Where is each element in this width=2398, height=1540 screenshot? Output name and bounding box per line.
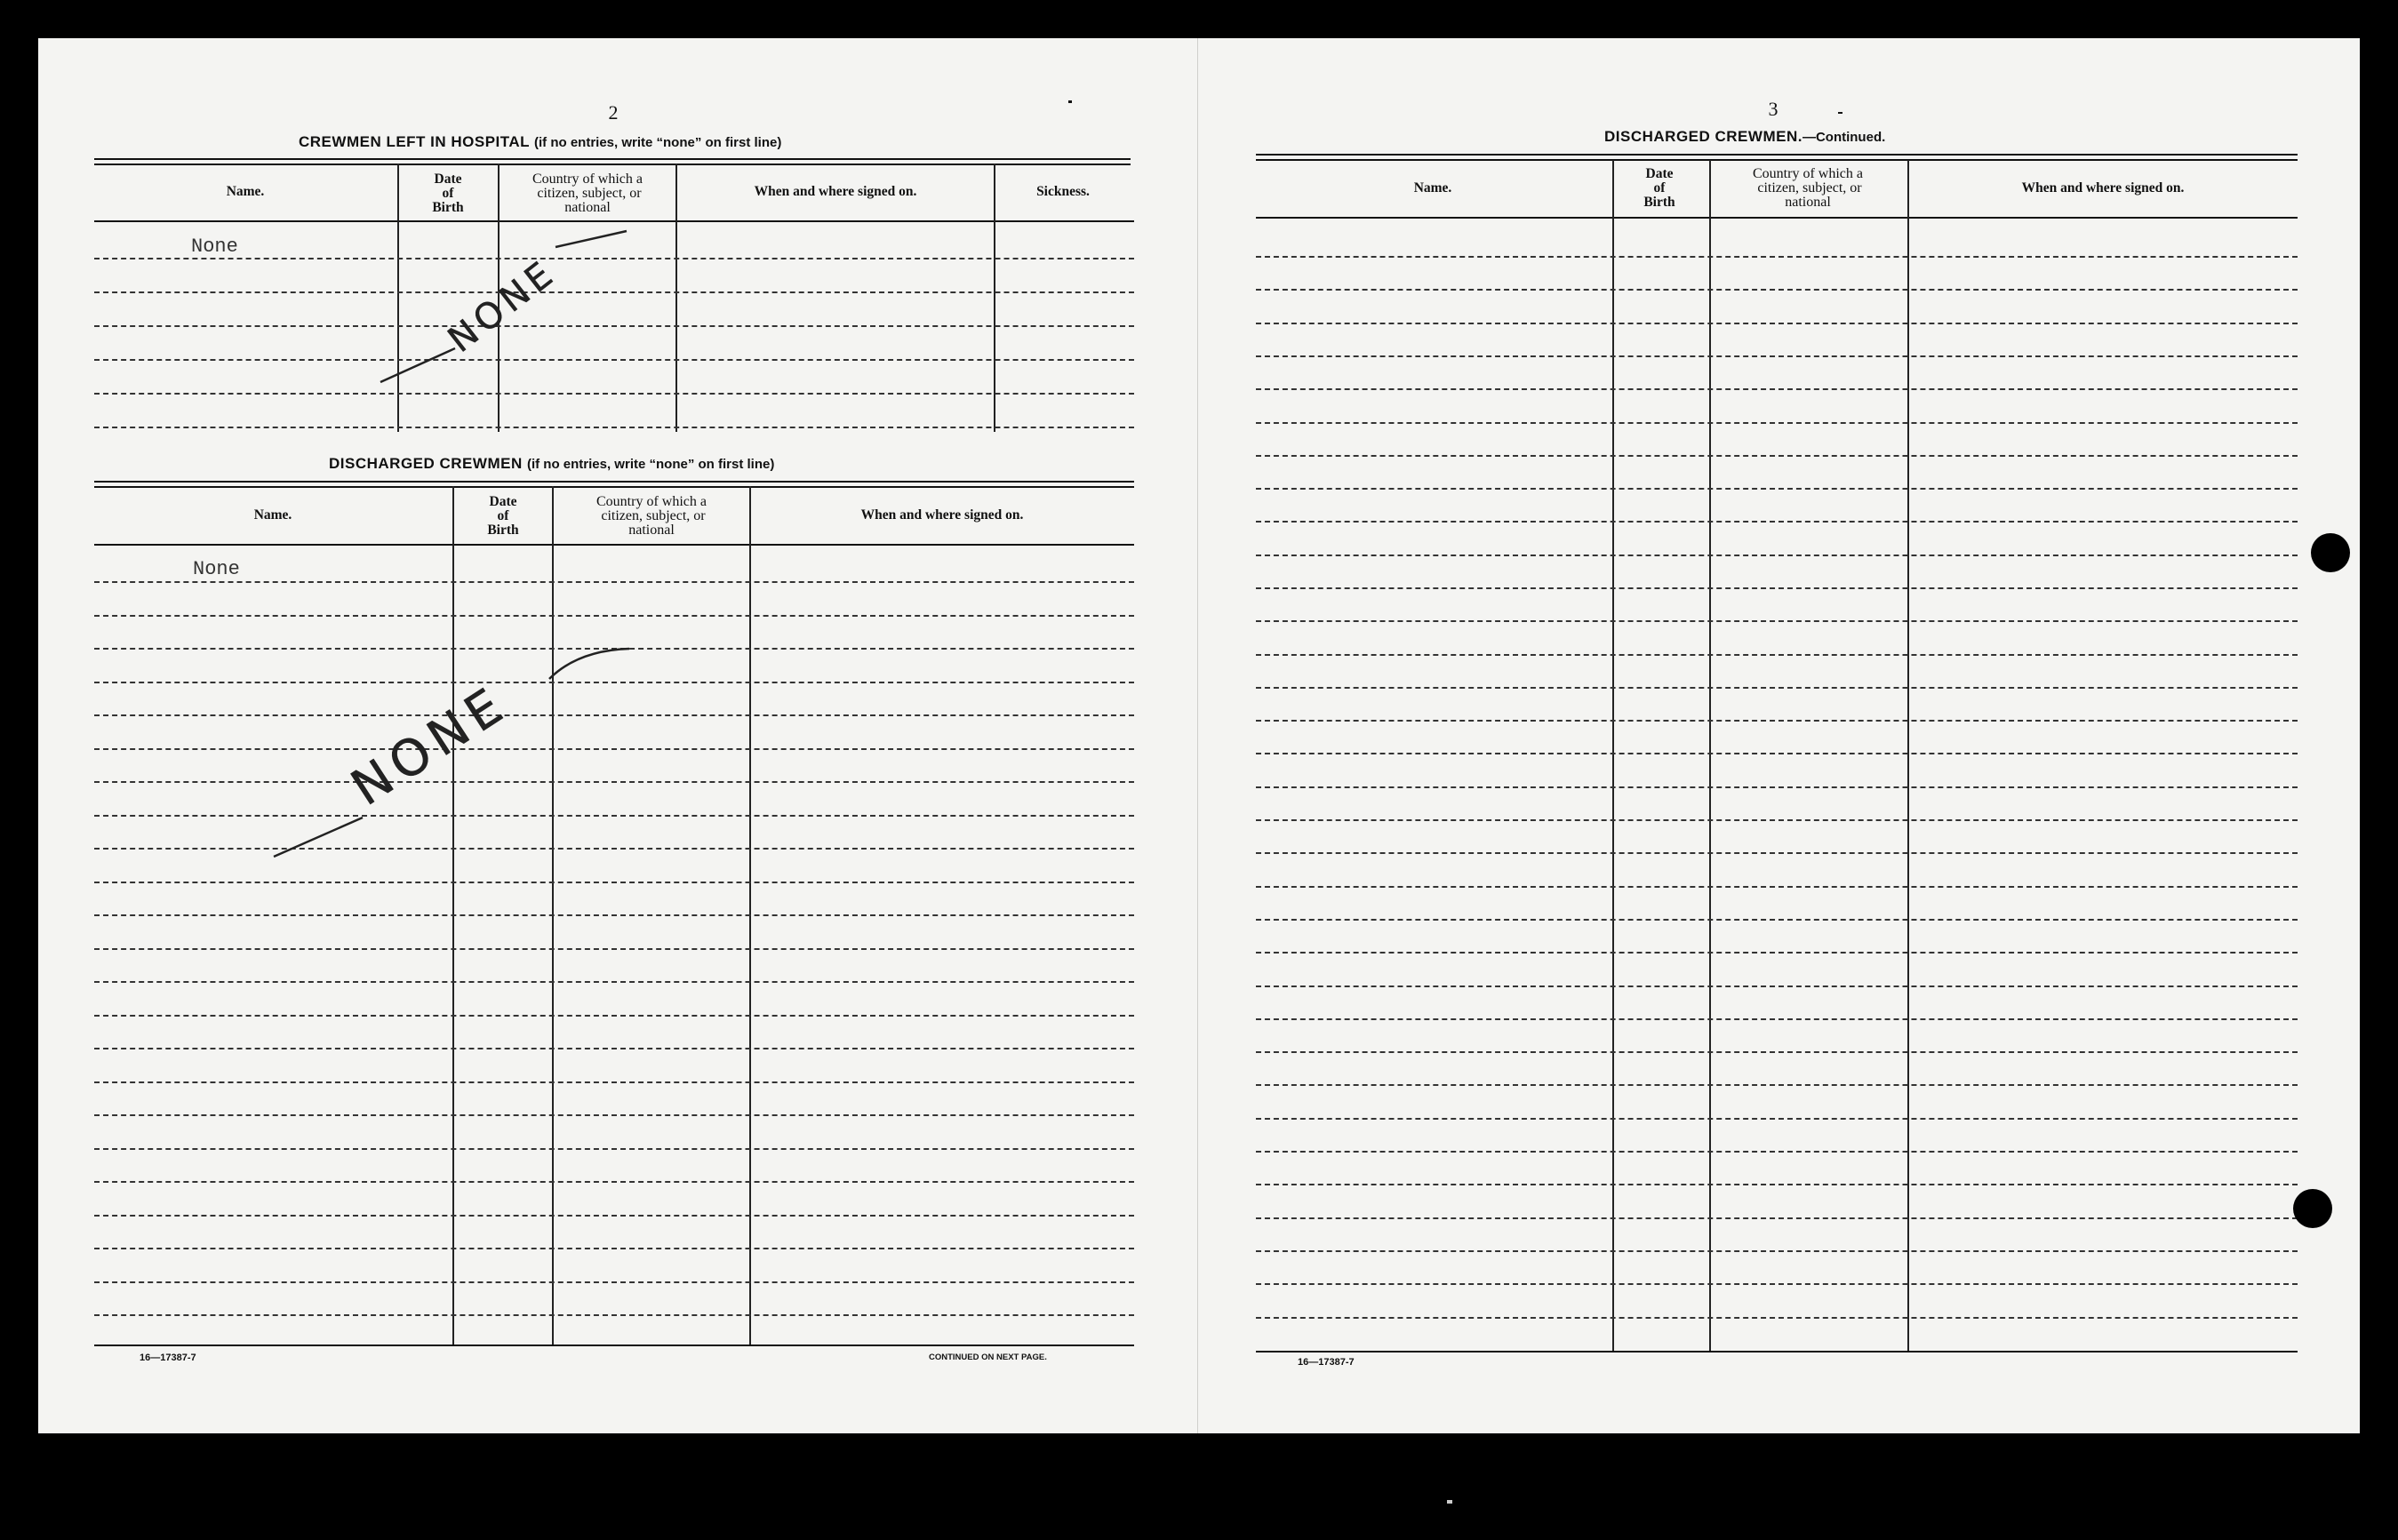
hospital-handwritten-none <box>373 231 640 391</box>
entry-line <box>94 1215 1134 1217</box>
entry-line <box>94 1314 1134 1316</box>
entry-line <box>94 981 1134 983</box>
entry-line <box>94 1148 1134 1150</box>
entry-line <box>1256 1250 2298 1252</box>
entry-line <box>1256 488 2298 490</box>
page-number-left: 2 <box>608 101 619 124</box>
discharged-top-rule <box>94 481 1134 488</box>
entry-line <box>1256 1084 2298 1086</box>
entry-line <box>1256 1317 2298 1319</box>
left-bottom-rule <box>94 1345 1134 1346</box>
entry-line <box>1256 422 2298 424</box>
right-section-title <box>1604 128 1885 146</box>
discharged-subtitle-text: (if no entries, write “none” on first line) <box>526 457 775 472</box>
entry-line <box>1256 720 2298 722</box>
entry-line <box>1256 753 2298 754</box>
entry-line <box>1256 1184 2298 1185</box>
entry-line <box>1256 687 2298 689</box>
entry-line <box>1256 952 2298 954</box>
entry-line <box>94 1015 1134 1017</box>
hospital-handwritten-text: NONE <box>440 251 564 361</box>
discharged-title-text: DISCHARGED CREWMEN <box>329 455 523 472</box>
entry-line <box>94 1114 1134 1116</box>
entry-line <box>1256 587 2298 589</box>
entry-line <box>94 948 1134 950</box>
discharged-section-title <box>329 455 774 473</box>
entry-line <box>94 914 1134 916</box>
entry-line <box>1256 289 2298 291</box>
page-number-right: 3 <box>1768 98 1779 120</box>
hospital-top-rule <box>94 158 1131 165</box>
entry-line <box>1256 388 2298 390</box>
hospital-typed-entry: None <box>191 235 238 258</box>
entry-line <box>94 882 1134 883</box>
hospital-entry-line <box>94 427 1134 428</box>
col-header-dob: Date of Birth <box>487 494 519 538</box>
right-top-rule <box>1256 154 2298 161</box>
entry-line <box>1256 1018 2298 1020</box>
specks <box>1447 1500 1452 1504</box>
col-header-country: Country of which a citizen, subject, or national <box>532 172 643 215</box>
entry-line <box>1256 323 2298 324</box>
binder-hole <box>2311 533 2350 572</box>
hospital-entry-line <box>94 393 1134 395</box>
col-header-signed-on: When and where signed on. <box>754 184 917 199</box>
col-header-country: Country of which a citizen, subject, or national <box>1753 166 1863 210</box>
col-header-signed-on: When and where signed on. <box>2021 180 2185 195</box>
right-header-rule <box>1256 217 2298 219</box>
discharged-header-rule <box>94 544 1134 546</box>
entry-line <box>1256 786 2298 788</box>
form-number-right: 16—17387-7 <box>1298 1357 1355 1368</box>
specks <box>1838 112 1842 114</box>
hospital-title-text: CREWMEN LEFT IN HOSPITAL <box>299 133 530 150</box>
entry-line <box>94 1248 1134 1249</box>
entry-line <box>1256 1118 2298 1120</box>
entry-line <box>1256 1283 2298 1285</box>
discharged-handwritten-text: NONE <box>341 674 519 818</box>
entry-line <box>1256 355 2298 357</box>
discharged-typed-entry: None <box>193 558 240 580</box>
entry-line <box>94 1048 1134 1049</box>
entry-line <box>1256 521 2298 523</box>
right-col-divider <box>1907 160 1909 1352</box>
discharged-handwritten-none <box>267 640 640 871</box>
entry-line <box>1256 1217 2298 1219</box>
entry-line <box>1256 620 2298 622</box>
entry-line <box>94 1281 1134 1283</box>
col-header-dob: Date of Birth <box>432 172 464 215</box>
col-header-name: Name. <box>226 184 265 199</box>
entry-line <box>1256 256 2298 258</box>
entry-line <box>1256 819 2298 821</box>
page-fold <box>1197 38 1198 1433</box>
hospital-header-rule <box>94 220 1134 222</box>
specks <box>1068 100 1072 103</box>
col-header-name: Name. <box>1413 180 1452 195</box>
entry-line <box>1256 1151 2298 1153</box>
hospital-col-divider <box>675 164 677 432</box>
hospital-section-title <box>299 133 781 151</box>
entry-line <box>1256 555 2298 556</box>
entry-line <box>1256 1051 2298 1053</box>
right-bottom-rule <box>1256 1351 2298 1352</box>
entry-line <box>1256 852 2298 854</box>
right-col-divider <box>1709 160 1711 1352</box>
entry-line <box>1256 985 2298 987</box>
col-header-dob: Date of Birth <box>1643 166 1675 210</box>
entry-line <box>1256 654 2298 656</box>
entry-line <box>1256 886 2298 888</box>
right-title-suffix: —Continued. <box>1802 130 1886 145</box>
entry-line <box>1256 919 2298 921</box>
entry-line <box>1256 455 2298 457</box>
hospital-subtitle-text: (if no entries, write “none” on first line) <box>534 135 782 150</box>
col-header-country: Country of which a citizen, subject, or national <box>596 494 707 538</box>
col-header-sickness: Sickness. <box>1036 184 1090 199</box>
col-header-name: Name. <box>253 507 292 523</box>
right-col-divider <box>1612 160 1614 1352</box>
hospital-col-divider <box>994 164 995 432</box>
entry-line <box>94 615 1134 617</box>
right-title-text: DISCHARGED CREWMEN. <box>1604 128 1802 145</box>
form-number-left: 16—17387-7 <box>140 1352 196 1363</box>
entry-line <box>94 1181 1134 1183</box>
binder-hole <box>2293 1189 2332 1228</box>
entry-line <box>94 1081 1134 1083</box>
continued-note: CONTINUED ON NEXT PAGE. <box>929 1352 1047 1362</box>
entry-line <box>94 581 1134 583</box>
col-header-signed-on: When and where signed on. <box>860 507 1024 523</box>
